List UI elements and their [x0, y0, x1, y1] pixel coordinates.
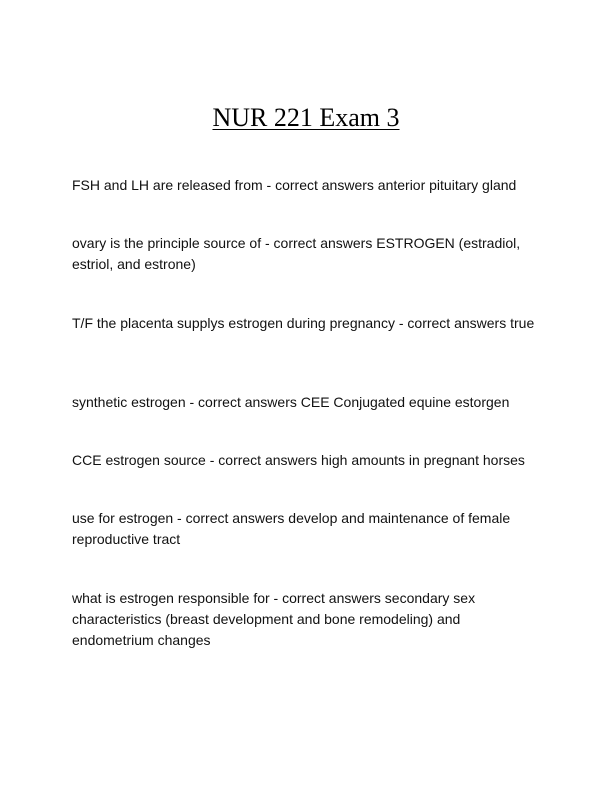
page-title: NUR 221 Exam 3 [212, 103, 400, 132]
question-answer-item: CCE estrogen source - correct answers high amounts in pregnant horses [72, 452, 525, 468]
question-answer-item: FSH and LH are released from - correct answers anterior pituitary gland [72, 177, 517, 193]
question-answer-item: T/F the placenta supplys estrogen during pregnancy - correct answers true [72, 315, 535, 331]
question-answer-item: synthetic estrogen - correct answers CEE Conjugated equine estorgen [72, 394, 510, 410]
question-answer-item: ovary is the principle source of - correct answers ESTROGEN (estradiol, estriol, and estrone) [72, 235, 521, 272]
question-answer-item: what is estrogen responsible for - correct answers secondary sex characteristics (breast development and bone remodeling) and endometrium changes [72, 590, 476, 648]
question-answer-item: use for estrogen - correct answers develop and maintenance of female reproductive tract [72, 510, 511, 547]
